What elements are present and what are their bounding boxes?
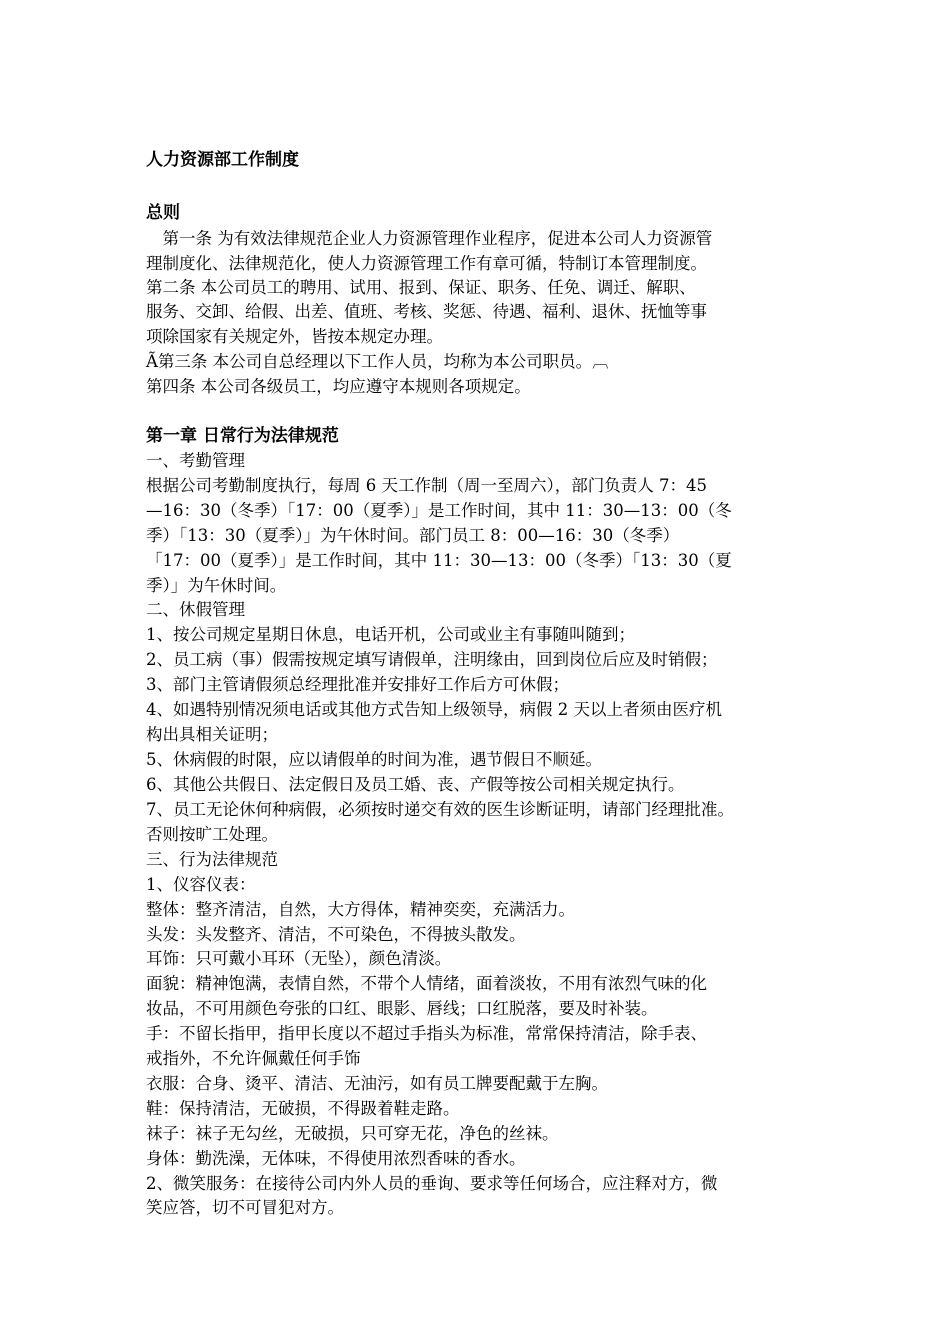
chapter1-heading: 第一章 日常行为法律规范 bbox=[146, 426, 339, 446]
chapter1-line: 构出具相关证明； bbox=[146, 725, 278, 744]
chapter1-line: 面貌：精神饱满，表情自然，不带个人情绪，面着淡妆，不用有浓烈气味的化 bbox=[146, 974, 707, 993]
chapter1-line: 袜子：袜子无勾丝，无破损，只可穿无花，净色的丝袜。 bbox=[146, 1124, 559, 1143]
chapter1-line: 4、如遇特别情况须电话或其他方式告知上级领导，病假 2 天以上者须由医疗机 bbox=[146, 700, 722, 719]
chapter1-line: 手：不留长指甲，指甲长度以不超过手指头为标准，常常保持清洁，除手表、 bbox=[146, 1024, 707, 1043]
chapter1-line: 1、按公司规定星期日休息，电话开机，公司或业主有事随叫随到； bbox=[146, 625, 635, 644]
chapter1-line: 否则按旷工处理。 bbox=[146, 825, 278, 844]
chapter1-line: 根据公司考勤制度执行，每周 6 天工作制（周一至周六），部门负责人 7：45 bbox=[146, 476, 707, 495]
chapter1-line: 「17：00（夏季）」是工作时间，其中 11：30—13：00（冬季）「13：30（夏 bbox=[146, 551, 732, 570]
chapter1-line: 二、休假管理 bbox=[146, 600, 245, 619]
document-title: 人力资源部工作制度 bbox=[146, 150, 299, 170]
general-line: Ã第三条 本公司自总经理以下工作人员，均称为本公司职员。︹ bbox=[146, 352, 609, 371]
chapter1-line: 头发：头发整齐、清洁，不可染色，不得披头散发。 bbox=[146, 925, 526, 944]
chapter1-line: 季）「13：30（夏季）」为午休时间。部门员工 8：00—16：30（冬季） bbox=[146, 526, 680, 545]
general-line: 理制度化、法律规范化，使人力资源管理工作有章可循，特制订本管理制度。 bbox=[146, 254, 707, 273]
chapter1-line: 衣服：合身、烫平、清洁、无油污，如有员工牌要配戴于左胸。 bbox=[146, 1074, 608, 1093]
chapter1-line: 一、考勤管理 bbox=[146, 451, 245, 470]
chapter1-line: 2、微笑服务：在接待公司内外人员的垂询、要求等任何场合，应注释对方，微 bbox=[146, 1174, 718, 1193]
general-line: 第四条 本公司各级员工，均应遵守本规则各项规定。 bbox=[146, 377, 531, 396]
chapter1-line: 戒指外，不允许佩戴任何手饰 bbox=[146, 1049, 361, 1068]
chapter1-line: 1、仪容仪表： bbox=[146, 875, 256, 894]
chapter1-line: 三、行为法律规范 bbox=[146, 850, 278, 869]
chapter1-line: 6、其他公共假日、法定假日及员工婚、丧、产假等按公司相关规定执行。 bbox=[146, 775, 685, 794]
chapter1-line: 2、员工病（事）假需按规定填写请假单，注明缘由，回到岗位后应及时销假； bbox=[146, 650, 718, 669]
general-heading: 总则 bbox=[146, 203, 180, 223]
general-line: 第一条 为有效法律规范企业人力资源管理作业程序，促进本公司人力资源管 bbox=[146, 229, 713, 248]
chapter1-line: 整体：整齐清洁，自然，大方得体，精神奕奕，充满活力。 bbox=[146, 900, 575, 919]
chapter1-line: —16：30（冬季）「17：00（夏季）」是工作时间，其中 11：30—13：00（冬 bbox=[146, 501, 732, 520]
chapter1-line: 季）」为午休时间。 bbox=[146, 576, 287, 595]
general-line: 项除国家有关规定外，皆按本规定办理。 bbox=[146, 327, 443, 346]
chapter1-line: 3、部门主管请假须总经理批准并安排好工作后方可休假； bbox=[146, 675, 569, 694]
general-line: 第二条 本公司员工的聘用、试用、报到、保证、职务、任免、调迁、解职、 bbox=[146, 278, 696, 297]
chapter1-line: 笑应答，切不可冒犯对方。 bbox=[146, 1198, 344, 1217]
chapter1-line: 妆品，不可用颜色夸张的口红、眼影、唇线；口红脱落，要及时补装。 bbox=[146, 999, 658, 1018]
chapter1-line: 身体：勤洗澡，无体味，不得使用浓烈香味的香水。 bbox=[146, 1149, 526, 1168]
chapter1-line: 7、员工无论休何种病假，必须按时递交有效的医生诊断证明，请部门经理批准。 bbox=[146, 800, 734, 819]
general-line: 服务、交卸、给假、出差、值班、考核、奖惩、待遇、福利、退休、抚恤等事 bbox=[146, 302, 707, 321]
chapter1-line: 5、休病假的时限，应以请假单的时间为准，遇节假日不顺延。 bbox=[146, 750, 602, 769]
chapter1-line: 鞋：保持清洁，无破损，不得趿着鞋走路。 bbox=[146, 1099, 460, 1118]
chapter1-line: 耳饰：只可戴小耳环（无坠），颜色清淡。 bbox=[146, 949, 452, 968]
